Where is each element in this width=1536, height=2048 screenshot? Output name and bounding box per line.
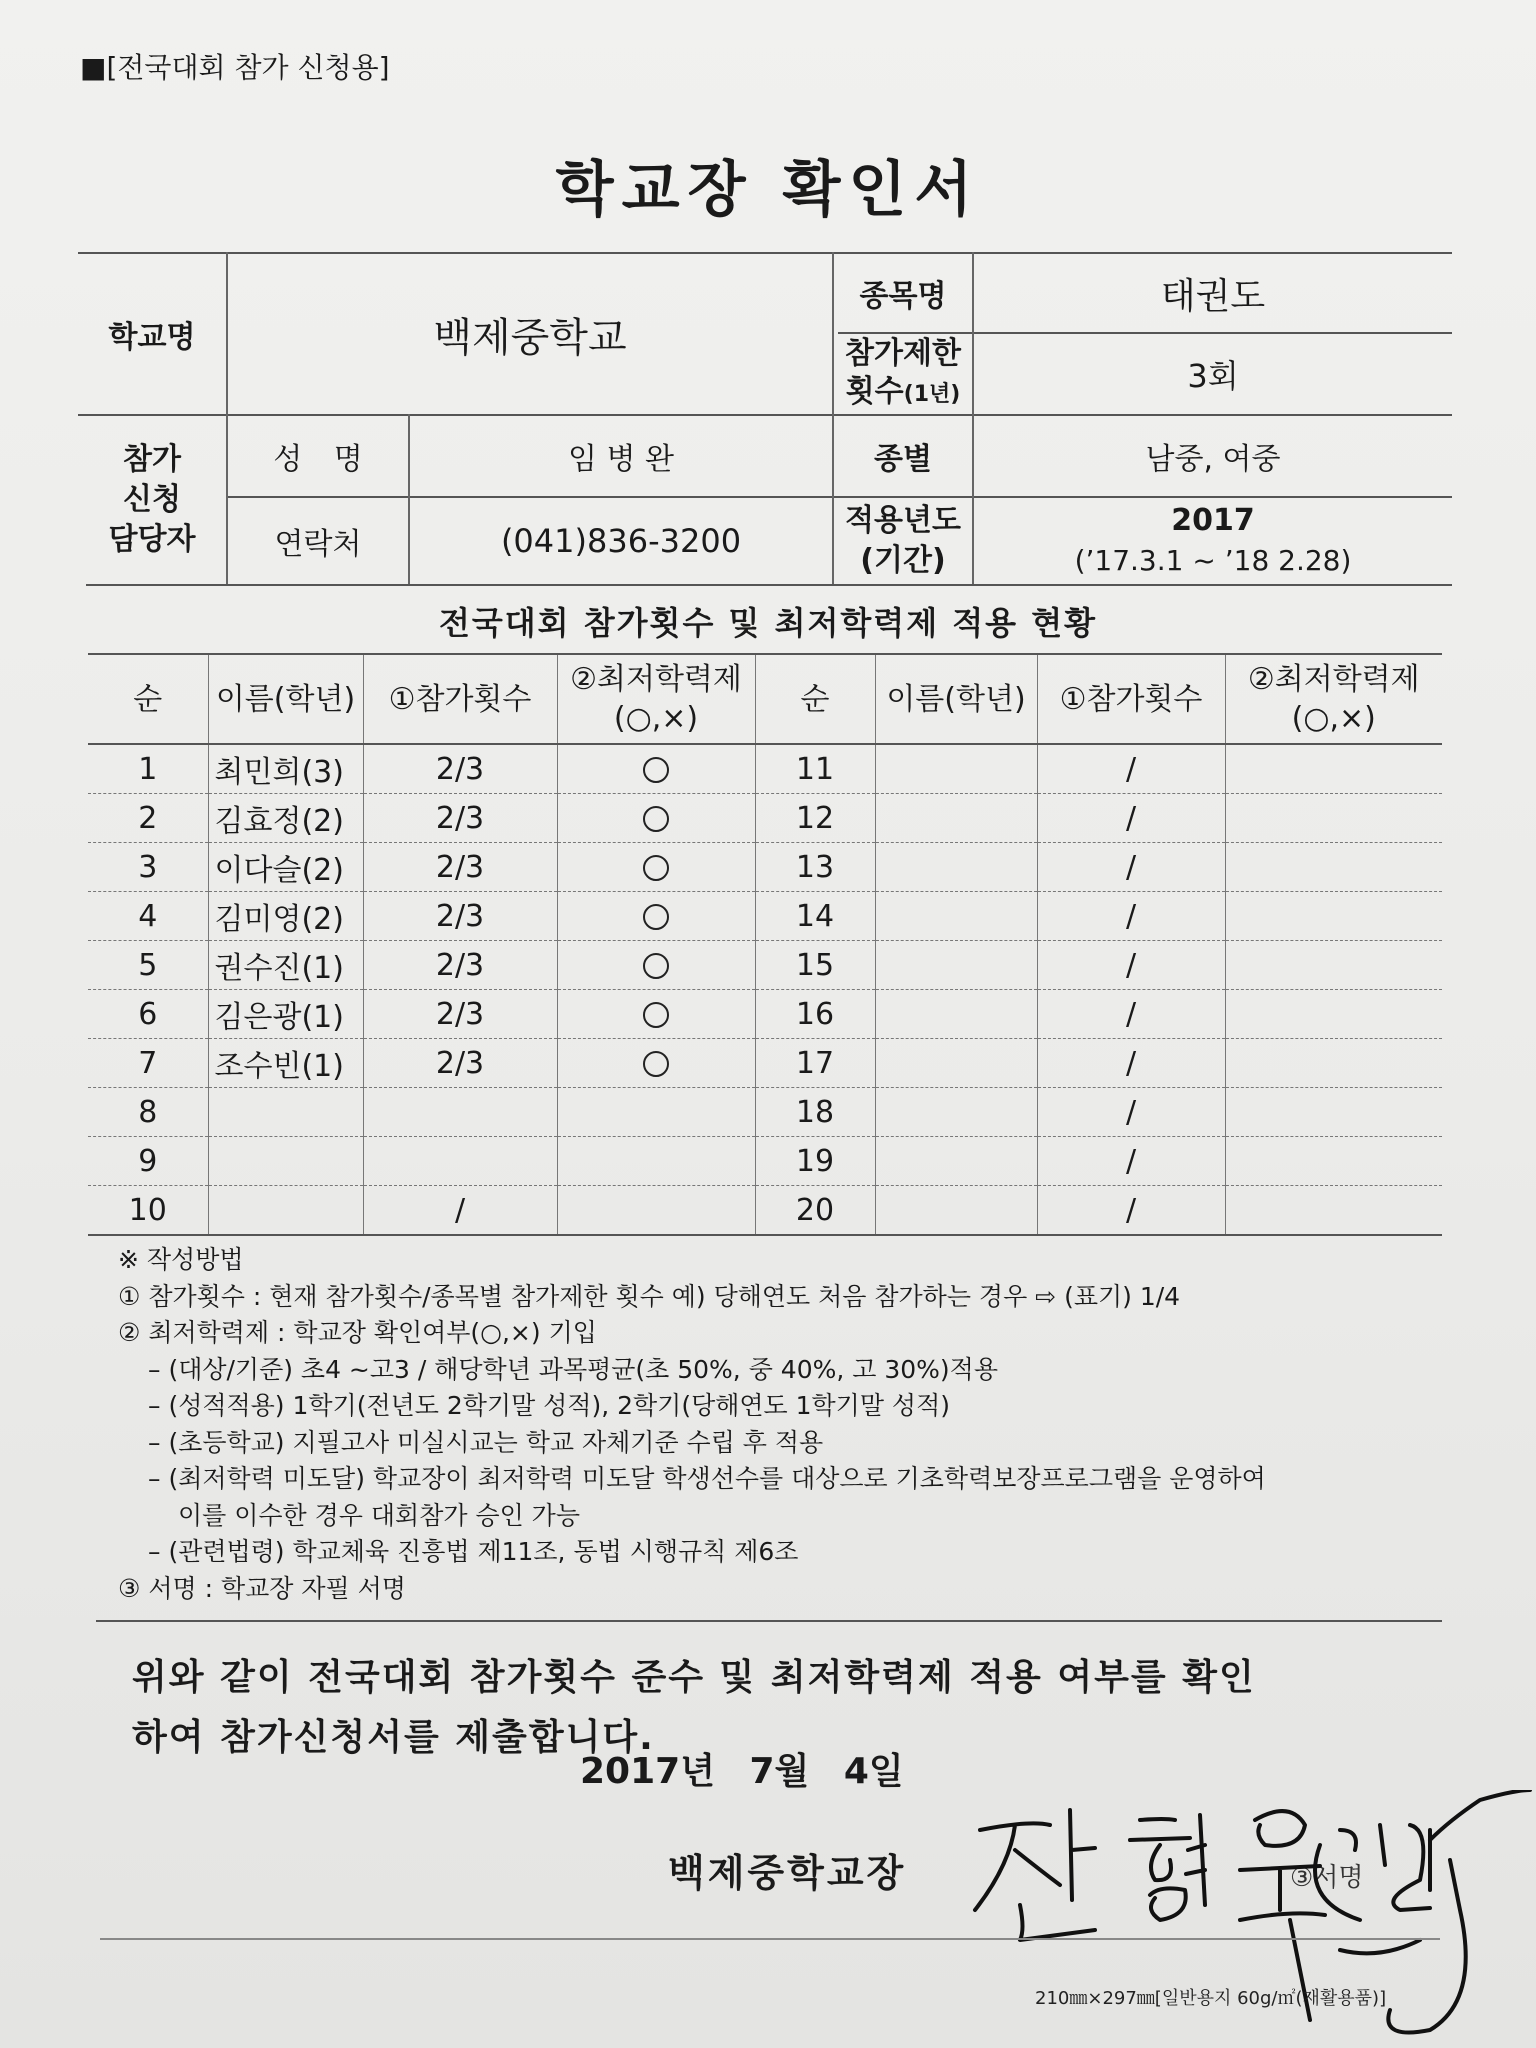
row-number: 19 [755,1137,875,1186]
table-row [88,1186,1442,1236]
row-number: 14 [755,892,875,941]
student-name [875,1137,1037,1186]
participation-count: 2/3 [363,941,557,990]
student-name [875,1186,1037,1236]
year-value: 2017 [1171,503,1255,538]
row-number: 11 [755,744,875,794]
paper-spec: 210㎜×297㎜[일반용지 60g/㎡(재활용품)] [1035,1988,1387,2009]
category-value: 남중, 여중 [1145,442,1281,477]
limit-label-line1: 참가제한 [845,335,961,371]
header-no: 순 [755,654,875,744]
manager-label [78,416,226,584]
student-name: 김미영(2) [208,892,363,941]
note-heading: ※ 작성방법 [118,1245,244,1274]
table-row [88,990,1442,1039]
row-number: 20 [755,1186,875,1236]
min-grade-mark [1225,1137,1442,1186]
row-number: 13 [755,843,875,892]
note-subitem: – (대상/기준) 초4 ~고3 / 해당학년 과목평균(초 50%, 중 40%, 고 30%)적용 [148,1354,998,1384]
table-row [88,941,1442,990]
student-name: 권수진(1) [208,941,363,990]
note-item: ① 참가횟수 : 현재 참가횟수/종목별 참가제한 횟수 예) 당해연도 처음 참가하는 경우 ⇨ (표기) 1/4 [118,1281,1181,1311]
student-name: 최민희(3) [208,744,363,794]
min-grade-mark [1225,843,1442,892]
circle-mark-icon [643,1051,669,1077]
school-label: 학교명 [108,320,196,355]
participation-count: 2/3 [363,1039,557,1088]
table-row [88,794,1442,843]
signature-stroke [1130,1815,1205,1920]
table-row [88,1088,1442,1137]
name-value: 임 병 완 [567,442,674,477]
table-row [88,1039,1442,1088]
name-label: 성 명 [273,442,363,477]
student-name [875,744,1037,794]
participation-count: 2/3 [363,892,557,941]
principal-title: 백제중학교장 [668,1851,907,1895]
row-number: 6 [88,990,208,1039]
note-item: ③ 서명 : 학교장 자필 서명 [118,1573,406,1603]
footer-divider [100,1938,1440,1940]
row-number: 12 [755,794,875,843]
confirmation-line: 위와 같이 전국대회 참가횟수 준수 및 최저학력제 적용 여부를 확인 [132,1657,1256,1698]
student-name [875,892,1037,941]
header-min-grade-line1: ②최저학력제 [1247,662,1420,697]
participation-count: / [1037,1186,1225,1236]
participation-count: / [1037,1088,1225,1137]
row-number: 1 [88,744,208,794]
participation-count: / [1037,892,1225,941]
note-subitem: – (관련법령) 학교체육 진흥법 제11조, 동법 시행규칙 제6조 [148,1537,799,1566]
student-name [875,843,1037,892]
issue-date: 2017년 7월 4일 [580,1751,904,1792]
signature-stroke [1315,1825,1430,1920]
limit-label [834,334,972,414]
table-row [88,1137,1442,1186]
min-grade-mark [1225,744,1442,794]
event-value: 태권도 [1160,275,1266,317]
min-grade-mark [1225,1088,1442,1137]
student-name [875,990,1037,1039]
min-grade-mark [1225,990,1442,1039]
limit-value: 3회 [1187,357,1239,395]
limit-label-main: 횟수 [845,373,904,409]
student-name [208,1186,363,1236]
row-number: 18 [755,1088,875,1137]
participation-count: 2/3 [363,794,557,843]
row-number: 17 [755,1039,875,1088]
period-value: (’17.3.1 ~ ’18 2.28) [1074,544,1352,577]
circle-mark-icon [643,953,669,979]
row-number: 8 [88,1088,208,1137]
participation-count: / [1037,990,1225,1039]
student-name: 조수빈(1) [208,1039,363,1088]
signature-stroke [1240,1811,1325,1920]
table-header-row [88,654,1442,744]
min-grade-mark [557,744,755,794]
header-no: 순 [88,654,208,744]
header-min-grade-line2: (○,×) [1291,701,1376,736]
min-grade-mark [1225,1039,1442,1088]
school-value: 백제중학교 [433,314,627,361]
participation-count: / [363,1186,557,1236]
min-grade-mark [557,794,755,843]
student-name [875,1088,1037,1137]
header-name: 이름(학년) [208,654,363,744]
note-subitem-continued: 이를 이수한 경우 대회참가 승인 가능 [178,1500,580,1530]
table-row [88,892,1442,941]
confirmation-line: 하여 참가신청서를 제출합니다. [132,1717,655,1758]
row-number: 5 [88,941,208,990]
manager-label-line3: 담당자 [108,522,196,557]
limit-label-sub: (1년) [903,381,961,407]
participants-table [88,653,1442,1236]
category-label: 종별 [874,442,932,477]
min-grade-mark [557,892,755,941]
info-bottom-line [86,584,1452,586]
min-grade-mark [1225,941,1442,990]
contact-label: 연락처 [274,527,362,562]
participation-count: 2/3 [363,990,557,1039]
circle-mark-icon [643,806,669,832]
min-grade-mark [557,1039,755,1088]
note-item: ② 최저학력제 : 학교장 확인여부(○,×) 기입 [118,1318,597,1347]
header-count: ①참가횟수 [1037,654,1225,744]
table-row [88,843,1442,892]
participation-count: / [1037,1137,1225,1186]
student-name [875,941,1037,990]
limit-label-line2 [846,373,961,414]
row-number: 15 [755,941,875,990]
participation-count [363,1088,557,1137]
participation-count: / [1037,744,1225,794]
min-grade-mark [557,1137,755,1186]
signature-stroke [975,1810,1095,1940]
year-label-line2: (기간) [860,543,946,578]
year-value-block [974,498,1452,584]
participation-count: / [1037,1039,1225,1088]
participation-count [363,1137,557,1186]
participation-count: / [1037,941,1225,990]
year-label-line1: 적용년도 [845,503,961,538]
note-subitem: – (최저학력 미도달) 학교장이 최저학력 미도달 학생선수를 대상으로 기초학력보장프로그램을 운영하여 [148,1464,1266,1493]
student-name: 김효정(2) [208,794,363,843]
header-name: 이름(학년) [875,654,1037,744]
row-number: 7 [88,1039,208,1088]
circle-mark-icon [643,1002,669,1028]
header-min-grade-line1: ②최저학력제 [570,662,742,697]
min-grade-mark [557,1088,755,1137]
header-tag: ■[전국대회 참가 신청용] [80,51,390,84]
section-title: 전국대회 참가횟수 및 최저학력제 적용 현황 [438,604,1098,642]
contact-value: (041)836-3200 [500,522,742,560]
event-label: 종목명 [859,279,947,314]
header-min-grade [1225,654,1442,744]
note-subitem: – (초등학교) 지필고사 미실시교는 학교 자체기준 수립 후 적용 [148,1427,824,1457]
manager-label-line1: 참가 [123,442,181,477]
min-grade-mark [1225,794,1442,843]
header-min-grade-line2: (○,×) [613,701,699,736]
student-name: 이다슬(2) [208,843,363,892]
header-count: ①참가횟수 [363,654,557,744]
row-number: 9 [88,1137,208,1186]
row-number: 10 [88,1186,208,1236]
participation-count: / [1037,794,1225,843]
participation-count: 2/3 [363,744,557,794]
participation-count: / [1037,843,1225,892]
table-row [88,744,1442,794]
student-name [208,1088,363,1137]
min-grade-mark [557,843,755,892]
min-grade-mark [1225,1186,1442,1236]
row-number: 2 [88,794,208,843]
student-name [875,1039,1037,1088]
circle-mark-icon [643,904,669,930]
min-grade-mark [557,941,755,990]
student-name [208,1137,363,1186]
student-name [875,794,1037,843]
document-title: 학교장 확인서 [555,155,981,225]
seal-label: ③서명 [1290,1863,1364,1893]
row-number: 16 [755,990,875,1039]
circle-mark-icon [643,757,669,783]
year-label [834,498,972,584]
manager-label-line2: 신청 [123,482,181,517]
header-min-grade [557,654,755,744]
row-number: 4 [88,892,208,941]
participation-count: 2/3 [363,843,557,892]
row-number: 3 [88,843,208,892]
circle-mark-icon [643,855,669,881]
student-name: 김은광(1) [208,990,363,1039]
note-subitem: – (성적적용) 1학기(전년도 2학기말 성적), 2학기(당해연도 1학기말 성적) [148,1391,950,1420]
instructions [118,1242,1448,1607]
min-grade-mark [1225,892,1442,941]
min-grade-mark [557,990,755,1039]
min-grade-mark [557,1186,755,1236]
notes-divider [96,1620,1442,1622]
